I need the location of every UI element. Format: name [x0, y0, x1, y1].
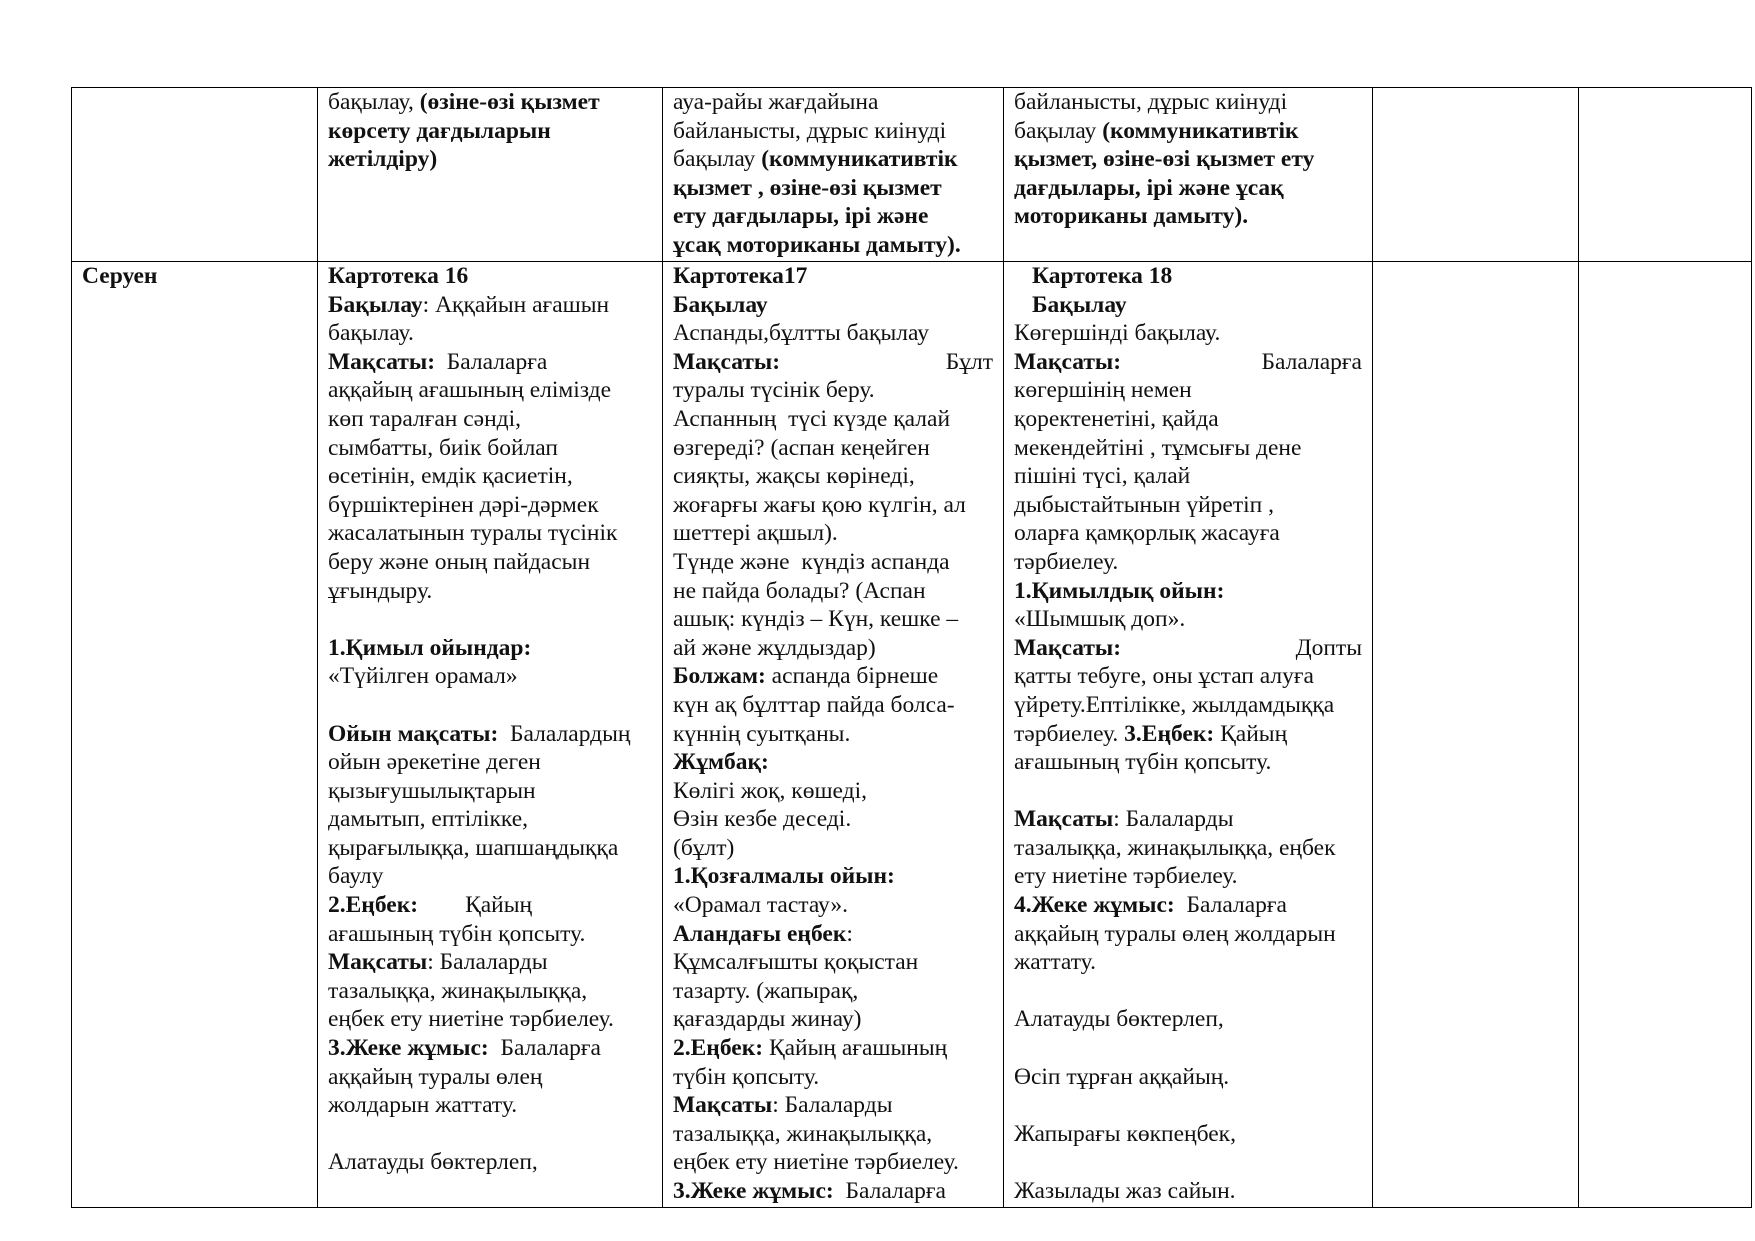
plain-text: Балаларға	[833, 1178, 946, 1204]
plain-text: Өзін кезбе деседі.	[673, 806, 852, 833]
text-line	[1014, 634, 1362, 663]
day3-content	[1014, 88, 1362, 231]
plain-text: ауа-райы жағдайына	[673, 89, 879, 115]
text-line	[673, 920, 993, 949]
bold-text: (коммуникативтік	[761, 146, 958, 173]
row-label	[72, 88, 318, 262]
plain-text: Аспанның түсі күзде қалай	[673, 405, 951, 432]
text-line	[328, 1148, 652, 1177]
bold-text: 2.Еңбек:	[328, 892, 419, 919]
text-line	[328, 145, 652, 174]
text-line	[673, 862, 993, 891]
plain-text: жаттату.	[1014, 949, 1096, 976]
text-line	[1014, 548, 1362, 577]
text-line	[1014, 291, 1362, 320]
text-line	[673, 88, 993, 117]
plain-text: Аспанды,бұлтты бақылау	[673, 320, 929, 347]
text-line	[673, 291, 993, 320]
text-line	[328, 748, 652, 777]
plain-text: Балаларға	[488, 1035, 601, 1062]
bold-text: 3.Еңбек:	[1124, 720, 1215, 747]
plain-text: тазалыққа, жинақылыққа,	[328, 977, 588, 1004]
text-line	[328, 891, 652, 920]
bold-text: 1.Қимылдық ойын:	[1014, 577, 1225, 604]
plain-text: еңбек ету ниетіне тәрбиелеу.	[328, 1006, 614, 1033]
text-line	[1014, 748, 1362, 777]
plain-text: тәрбиелеу.	[1014, 548, 1119, 575]
day3-content	[1014, 262, 1362, 1206]
plan-table	[71, 87, 1752, 1208]
bold-text: Мақсаты:	[1014, 634, 1122, 661]
plain-text: мекендейтіні , тұмсығы дене	[1014, 434, 1302, 461]
plain-text: бақылау	[1014, 117, 1103, 144]
plain-text: түбін қопсыту.	[673, 1063, 820, 1090]
text-line	[673, 1034, 993, 1063]
text-line	[673, 202, 993, 231]
day5-cell	[1579, 88, 1752, 262]
plain-text: қоректенетіні, қайда	[1014, 405, 1219, 432]
row-label	[72, 262, 318, 1208]
text-line	[673, 519, 993, 548]
bold-text: ұсақ моториканы дамыту).	[673, 231, 961, 258]
text-line	[1014, 891, 1362, 920]
plain-text: Бұлт	[780, 348, 993, 375]
plain-text: аспанда бірнеше	[765, 663, 939, 690]
day2-cell	[663, 262, 1004, 1208]
bold-text: 3.Жеке жұмыс:	[673, 1178, 834, 1204]
text-line	[673, 1120, 993, 1149]
plain-text: Қайың	[418, 892, 533, 919]
plain-text: өсетінін, емдік қасиетін,	[328, 463, 573, 490]
day1-content	[328, 262, 652, 1177]
text-line	[673, 548, 993, 577]
text-line	[673, 145, 993, 174]
plain-text: үйрету.Ептілікке, жылдамдыққа	[1014, 691, 1335, 718]
plain-text: бақылау.	[328, 320, 414, 347]
plain-text: ағашының түбін қопсыту.	[1014, 749, 1272, 776]
blank-line	[1014, 977, 1362, 1006]
text-line	[673, 262, 993, 291]
text-line	[328, 662, 652, 691]
plain-text: Балаларға	[435, 348, 548, 375]
bold-text: Картотека17	[673, 263, 808, 289]
text-line	[1014, 462, 1362, 491]
blank-line	[328, 1120, 652, 1149]
bold-text: Мақсаты	[328, 949, 428, 976]
plain-text: Балалардың	[498, 720, 631, 747]
plain-text: Түнде және күндіз аспанда	[673, 548, 950, 575]
day1-content	[328, 88, 652, 174]
plain-text: ойын әрекетіне деген	[328, 749, 541, 776]
bold-text: Болжам:	[673, 663, 766, 690]
text-line	[1014, 1177, 1362, 1206]
plain-text: :	[846, 920, 853, 947]
text-line	[1014, 1120, 1362, 1149]
day3-cell	[1004, 88, 1373, 262]
plain-text: Допты	[1121, 634, 1362, 661]
text-line	[673, 1177, 993, 1206]
text-line	[673, 405, 993, 434]
text-line	[1014, 491, 1362, 520]
text-line	[1014, 834, 1362, 863]
bold-text: 1.Қимыл ойындар:	[328, 634, 532, 661]
bold-text: көрсету дағдыларын	[328, 117, 551, 144]
plain-text: : Балаларды	[1113, 806, 1234, 833]
plain-text: жоғарғы жағы қою күлгін, ал	[673, 491, 966, 518]
bold-text: 4.Жеке жұмыс:	[1014, 892, 1175, 919]
bold-text: (коммуникативтік	[1102, 117, 1299, 144]
bold-text: 1.Қозғалмалы ойын:	[673, 863, 895, 890]
day1-cell	[318, 88, 663, 262]
day3-cell	[1004, 262, 1373, 1208]
text-line	[328, 117, 652, 146]
text-line	[1014, 376, 1362, 405]
text-line	[1014, 519, 1362, 548]
text-line	[673, 1091, 993, 1120]
text-line	[328, 376, 652, 405]
text-line	[328, 920, 652, 949]
text-line	[1014, 1063, 1362, 1092]
plain-text: дыбыстайтынын үйретіп ,	[1014, 491, 1274, 518]
plain-text: : Балаларды	[427, 949, 548, 976]
plain-text: оларға қамқорлық жасауға	[1014, 520, 1280, 547]
plain-text: бақылау	[673, 146, 762, 173]
text-line	[673, 376, 993, 405]
text-line	[328, 834, 652, 863]
text-line	[673, 462, 993, 491]
text-line	[673, 691, 993, 720]
text-line	[328, 1063, 652, 1092]
text-line	[1014, 691, 1362, 720]
text-line	[673, 948, 993, 977]
text-line	[328, 720, 652, 749]
bold-text: моториканы дамыту).	[1014, 203, 1249, 230]
text-line	[673, 117, 993, 146]
text-line	[1014, 88, 1362, 117]
bold-text: жетілдіру)	[328, 146, 438, 173]
plain-text: ағашының түбін қопсыту.	[328, 920, 586, 947]
plain-text: Жапырағы көкпеңбек,	[1014, 1120, 1236, 1147]
text-line	[673, 231, 993, 260]
plain-text: «Шымшық доп».	[1014, 606, 1186, 633]
text-line	[673, 348, 993, 377]
day2-content	[673, 262, 993, 1206]
text-line	[328, 577, 652, 606]
text-line	[328, 262, 652, 291]
text-line	[328, 777, 652, 806]
bold-text: Мақсаты	[1014, 806, 1114, 833]
text-line	[1014, 720, 1362, 749]
plain-text: (бұлт)	[673, 834, 735, 861]
bold-text: ету дағдылары, ірі және	[673, 203, 929, 230]
plain-text: аққайың туралы өлең жолдарын	[1014, 920, 1336, 947]
text-line	[328, 88, 652, 117]
plain-text: Жазылады жаз сайын.	[1014, 1178, 1236, 1204]
text-line	[673, 977, 993, 1006]
bold-text: Жұмбақ:	[673, 749, 769, 776]
plain-text: бүршіктерінен дәрі-дәрмек	[328, 491, 599, 518]
text-line	[328, 405, 652, 434]
text-line	[1014, 262, 1362, 291]
text-line	[328, 434, 652, 463]
plain-text: жолдарын жаттату.	[328, 1092, 518, 1119]
bold-text: (өзіне-өзі қызмет	[419, 89, 600, 115]
blank-line	[1014, 777, 1362, 806]
plain-text: Алатауды бөктерлеп,	[328, 1149, 538, 1176]
text-line	[1014, 202, 1362, 231]
bold-text: 3.Жеке жұмыс:	[328, 1035, 489, 1062]
text-line	[328, 291, 652, 320]
plain-text: байланысты, дұрыс киінуді	[673, 117, 947, 144]
bold-text: қызмет , өзіне-өзі қызмет	[673, 174, 942, 201]
bold-text: дағдылары, ірі және ұсақ	[1014, 174, 1284, 201]
bold-text: Аландағы еңбек	[673, 920, 847, 947]
text-line	[1014, 605, 1362, 634]
text-line	[673, 748, 993, 777]
plain-text: Қайың	[1214, 720, 1288, 747]
plain-text: Балаларға	[1174, 892, 1287, 919]
bold-text: Мақсаты	[673, 1092, 773, 1119]
plain-text: аққайың туралы өлең	[328, 1063, 543, 1090]
day4-cell	[1373, 262, 1579, 1208]
plain-text: ету ниетіне тәрбиелеу.	[1014, 863, 1238, 890]
plain-text: тазарту. (жапырақ,	[673, 977, 859, 1004]
bold-text: қызмет, өзіне-өзі қызмет ету	[1014, 146, 1315, 173]
text-line	[328, 977, 652, 1006]
blank-line	[328, 605, 652, 634]
plain-text: сияқты, жақсы көрінеді,	[673, 463, 915, 490]
text-line	[673, 577, 993, 606]
text-line	[673, 720, 993, 749]
plain-text: еңбек ету ниетіне тәрбиелеу.	[673, 1149, 959, 1176]
text-line	[1014, 348, 1362, 377]
bold-text: Мақсаты:	[673, 348, 781, 375]
text-line	[1014, 319, 1362, 348]
plain-text: бақылау,	[328, 89, 420, 115]
plain-text: шеттері ақшыл).	[673, 520, 838, 547]
text-line	[1014, 948, 1362, 977]
plain-text: ай және жұлдыздар)	[673, 634, 876, 661]
plain-text: туралы түсінік беру.	[673, 377, 875, 404]
plain-text: пішіні түсі, қалай	[1014, 463, 1191, 490]
text-line	[1014, 862, 1362, 891]
text-line	[328, 548, 652, 577]
plain-text: Балаларға	[1121, 348, 1362, 375]
text-line	[673, 1148, 993, 1177]
text-line	[673, 805, 993, 834]
bold-text: Бақылау	[328, 291, 423, 318]
text-line	[328, 1091, 652, 1120]
row-label-text: Серуен	[82, 263, 158, 289]
plain-text: көгершінің немен	[1014, 377, 1192, 404]
blank-line	[1014, 1091, 1362, 1120]
text-line	[328, 1034, 652, 1063]
plain-text: дамытып, ептілікке,	[328, 806, 529, 833]
blank-line	[1014, 1034, 1362, 1063]
plain-text: «Орамал тастау».	[673, 892, 849, 919]
text-line	[673, 605, 993, 634]
plain-text: күннің суытқаны.	[673, 720, 851, 747]
text-line	[328, 805, 652, 834]
text-line	[1014, 434, 1362, 463]
plain-text: ұғындыру.	[328, 577, 433, 604]
text-line	[673, 777, 993, 806]
day5-cell	[1579, 262, 1752, 1208]
plain-text: Көгершінді бақылау.	[1014, 320, 1221, 347]
plain-text: аққайың ағашының елімізде	[328, 377, 612, 404]
blank-line	[328, 691, 652, 720]
text-line	[1014, 805, 1362, 834]
plain-text: күн ақ бұлттар пайда болса-	[673, 691, 955, 718]
plain-text: байланысты, дұрыс киінуді	[1014, 89, 1288, 115]
plain-text: қағаздарды жинау)	[673, 1006, 862, 1033]
plain-text: тазалыққа, жинақылыққа,	[673, 1120, 933, 1147]
plain-text: Көлігі жоқ, көшеді,	[673, 777, 868, 804]
plain-text: Алатауды бөктерлеп,	[1014, 1006, 1224, 1033]
plain-text: беру және оның пайдасын	[328, 548, 591, 575]
text-line	[328, 519, 652, 548]
text-line	[673, 174, 993, 203]
text-line	[328, 1005, 652, 1034]
plain-text: жасалатынын туралы түсінік	[328, 520, 618, 547]
plain-text: «Түйілген орамал»	[328, 663, 518, 690]
plain-text: өзгереді? (аспан кеңейген	[673, 434, 930, 461]
day2-content	[673, 88, 993, 260]
plain-text: қатты тебуге, оны ұстап алуға	[1014, 663, 1314, 690]
text-line	[673, 891, 993, 920]
text-line	[673, 834, 993, 863]
text-line	[1014, 405, 1362, 434]
text-line	[673, 319, 993, 348]
plain-text: тазалыққа, жинақылыққа, еңбек	[1014, 834, 1336, 861]
day2-cell	[663, 88, 1004, 262]
plain-text: қызығушылықтарын	[328, 777, 536, 804]
text-line	[1014, 1005, 1362, 1034]
table-row-walk	[72, 262, 1752, 1208]
table-row-top	[72, 88, 1752, 262]
text-line	[1014, 662, 1362, 691]
plain-text: ашық: күндіз – Күн, кешке –	[673, 606, 959, 633]
text-line	[673, 1005, 993, 1034]
text-line	[328, 319, 652, 348]
text-line	[1014, 577, 1362, 606]
bold-text: Бақылау	[673, 291, 768, 318]
plain-text: баулу	[328, 863, 384, 890]
text-line	[1014, 145, 1362, 174]
bold-text: Мақсаты:	[328, 348, 436, 375]
plain-text: қырағылыққа, шапшаңдыққа	[328, 834, 619, 861]
text-line	[673, 491, 993, 520]
plain-text: көп таралған сәнді,	[328, 405, 522, 432]
text-line	[328, 948, 652, 977]
text-line	[328, 862, 652, 891]
plain-text: Өсіп тұрған аққайың.	[1014, 1063, 1230, 1090]
day4-cell	[1373, 88, 1579, 262]
text-line	[1014, 117, 1362, 146]
plain-text: Қайың ағашының	[763, 1035, 948, 1062]
text-line	[673, 1063, 993, 1092]
plain-text: не пайда болады? (Аспан	[673, 577, 926, 604]
text-line	[673, 434, 993, 463]
text-line	[328, 462, 652, 491]
plain-text: : Аққайын ағашын	[422, 291, 610, 318]
plain-text: тәрбиелеу.	[1014, 720, 1125, 747]
blank-line	[1014, 1148, 1362, 1177]
text-line	[673, 634, 993, 663]
bold-text: Картотека 16	[328, 263, 469, 289]
text-line	[328, 634, 652, 663]
text-line	[1014, 174, 1362, 203]
plain-text: сымбатты, биік бойлап	[328, 434, 559, 461]
text-line	[328, 348, 652, 377]
bold-text: Мақсаты:	[1014, 348, 1122, 375]
text-line	[1014, 920, 1362, 949]
bold-text: Бақылау	[1032, 291, 1127, 318]
plain-text: Құмсалғышты қоқыстан	[673, 949, 919, 976]
bold-text: Ойын мақсаты:	[328, 720, 499, 747]
text-line	[328, 491, 652, 520]
bold-text: 2.Еңбек:	[673, 1035, 764, 1062]
text-line	[673, 662, 993, 691]
bold-text: Картотека 18	[1032, 263, 1173, 289]
day1-cell	[318, 262, 663, 1208]
plain-text: : Балаларды	[772, 1092, 893, 1119]
